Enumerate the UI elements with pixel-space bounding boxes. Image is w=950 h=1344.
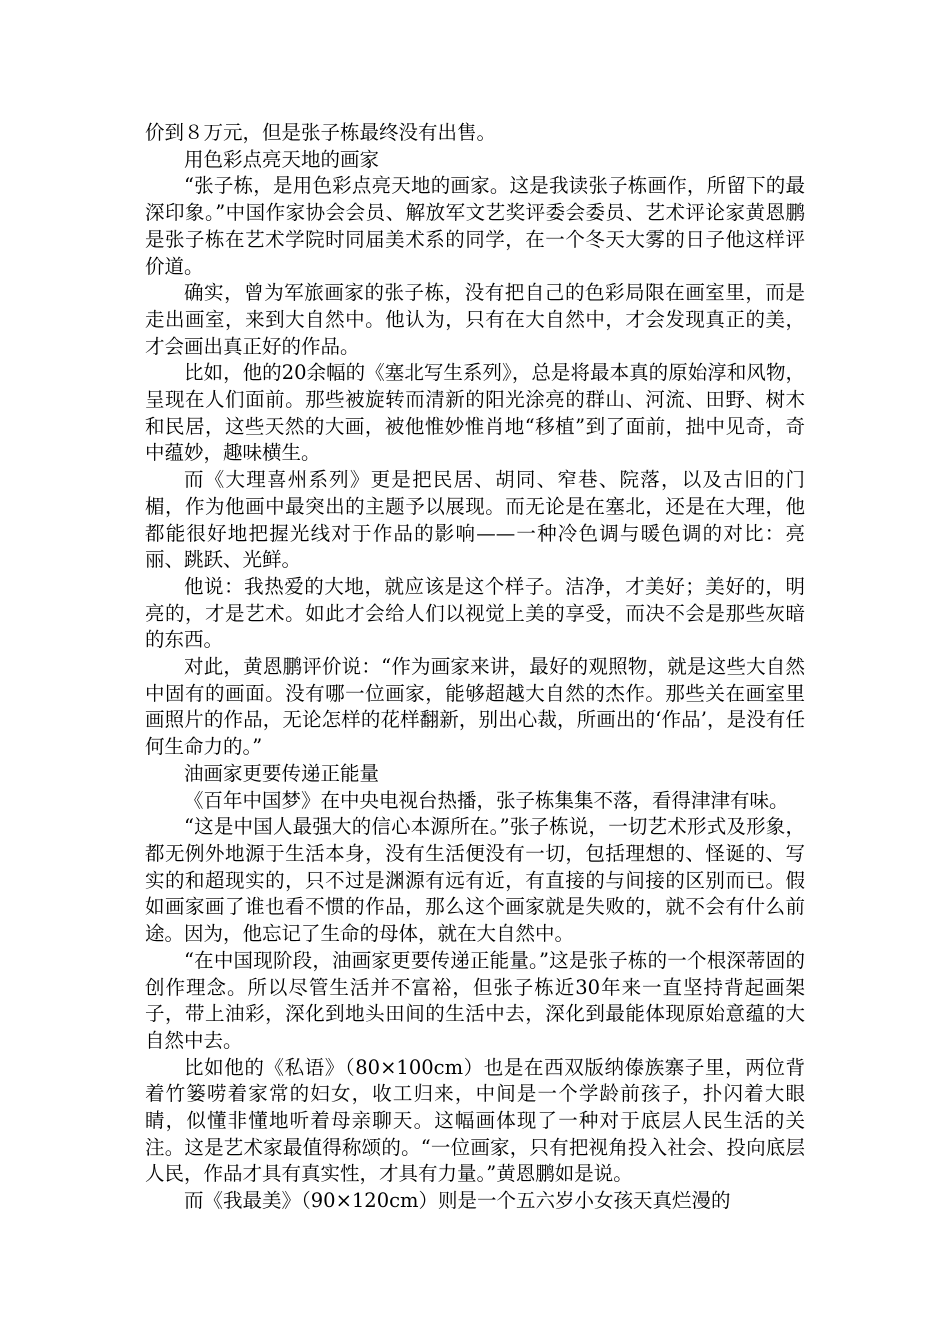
paragraph: “张子栋，是用色彩点亮天地的画家。这是我读张子栋画作，所留下的最深印象。”中国作家协会会员、解放军文艺奖评委会委员、艺术评论家黄恩鹏是张子栋在艺术学院时同届美术系的同学，在一个冬天大雾的日子他这样评价道。 [145, 174, 805, 278]
paragraph: 而《大理喜州系列》更是把民居、胡同、窄巷、院落，以及古旧的门楣，作为他画中最突出的主题予以展现。而无论是在塞北，还是在大理，他都能很好地把握光线对于作品的影响——一种冷色调与暖色调的对比：亮丽、跳跃、光鲜。 [145, 468, 805, 572]
section-heading-energy: 油画家更要传递正能量 [184, 761, 380, 785]
paragraph: 比如他的《私语》（80×100cm）也是在西双版纳傣族寨子里，两位背着竹篓唠着家常的妇女，收工归来，中间是一个学龄前孩子，扑闪着大眼睛，似懂非懂地听着母亲聊天。这幅画体现了一种对于底层人民生活的关注。这是艺术家最值得称颂的。“一位画家，只有把视角投入社会、投向底层人民，作品才具有真实性，才具有力量。”黄恩鹏如是说。 [145, 1055, 805, 1186]
paragraph-continuation: 价到８万元，但是张子栋最终没有出售。 [145, 121, 497, 144]
paragraph: 而《我最美》（90×120cm）则是一个五六岁小女孩天真烂漫的 [184, 1189, 731, 1213]
paragraph: “在中国现阶段，油画家更要传递正能量。”这是张子栋的一个根深蒂固的创作理念。所以尽管生活并不富裕，但张子栋近30年来一直坚持背起画架子，带上油彩，深化到地头田间的生活中去，深化到最能体现原始意蕴的大自然中去。 [145, 948, 805, 1052]
paragraph: 确实，曾为军旅画家的张子栋，没有把自己的色彩局限在画室里，而是走出画室，来到大自然中。他认为，只有在大自然中，才会发现真正的美，才会画出真正好的作品。 [145, 281, 805, 358]
paragraph: 对此，黄恩鹏评价说：“作为画家来讲，最好的观照物，就是这些大自然中固有的画面。没有哪一位画家，能够超越大自然的杰作。那些关在画室里画照片的作品，无论怎样的花样翻新，别出心裁，所画出的‘作品’，是没有任何生命力的。” [145, 655, 805, 759]
paragraph: “这是中国人最强大的信心本源所在。”张子栋说，一切艺术形式及形象，都无例外地源于生活本身，没有生活便没有一切，包括理想的、怪诞的、写实的和超现实的，只不过是渊源有远有近，有直接的与间接的区别而已。假如画家画了谁也看不惯的作品，那么这个画家就是失败的，就不会有什么前途。因为，他忘记了生命的母体，就在大自然中。 [145, 815, 805, 946]
paragraph: 他说：我热爱的大地，就应该是这个样子。洁净，才美好；美好的，明亮的，才是艺术。如此才会给人们以视觉上美的享受，而决不会是那些灰暗的东西。 [145, 574, 805, 652]
document-page [145, 120, 805, 1215]
paragraph: 《百年中国梦》在中央电视台热播，张子栋集集不落，看得津津有味。 [184, 788, 789, 812]
section-heading-color: 用色彩点亮天地的画家 [184, 147, 380, 171]
paragraph: 比如，他的20余幅的《塞北写生系列》，总是将最本真的原始淳和风物，呈现在人们面前。那些被旋转而清新的阳光涂亮的群山、河流、田野、树木和民居，这些天然的大画，被他惟妙惟肖地“移植”到了面前，拙中见奇，奇中蕴妙，趣味横生。 [145, 361, 805, 465]
